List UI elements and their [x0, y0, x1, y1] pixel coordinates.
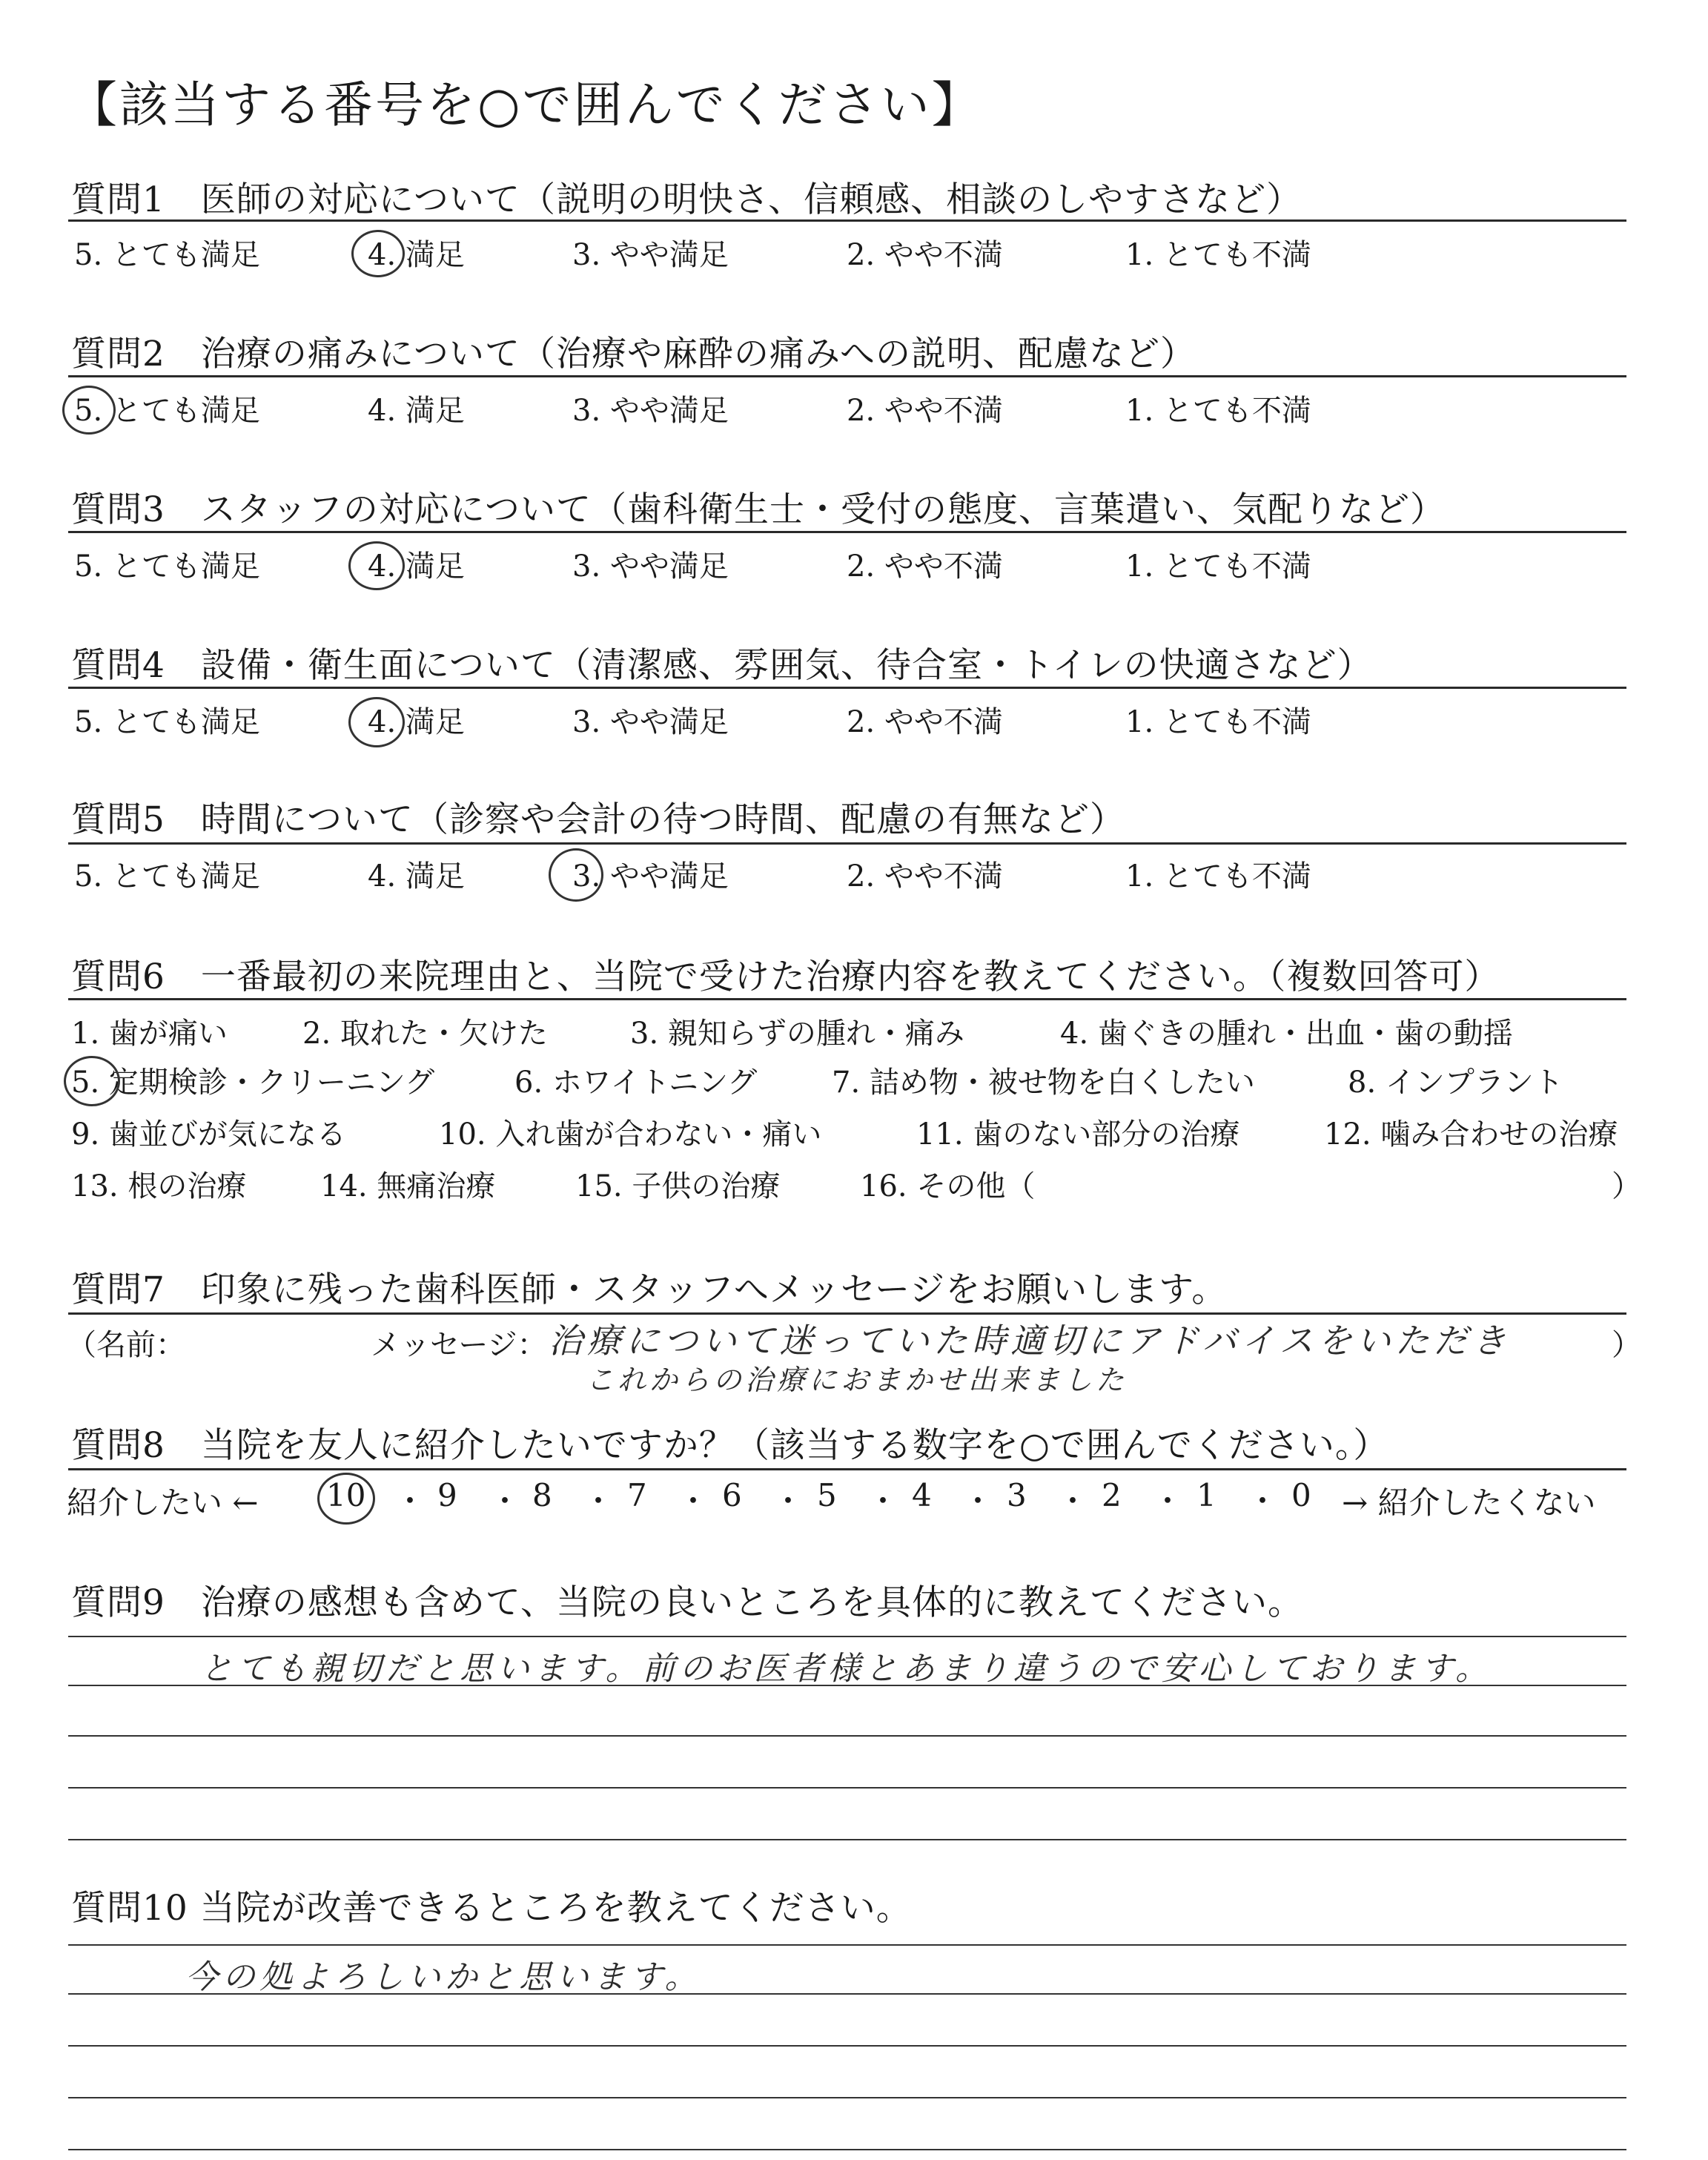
handwritten-answer-q10: 今の処よろしいかと思います。 — [185, 1958, 702, 1996]
selection-circle — [348, 697, 405, 747]
name-label: （名前： — [67, 1328, 185, 1362]
selection-circle — [549, 848, 603, 902]
q3-option-3[interactable]: 3. やや満足 — [572, 549, 729, 584]
scale-dot: ・ — [394, 1483, 426, 1519]
recommend-right-label: → 紹介したくない — [1342, 1484, 1596, 1521]
q6-option-8[interactable]: 8. インプラント — [1348, 1066, 1563, 1100]
q6-option-7[interactable]: 7. 詰め物・被せ物を白くしたい — [832, 1066, 1255, 1100]
q4-option-4[interactable]: 4. 満足 — [368, 705, 465, 739]
q6-option-14[interactable]: 14. 無痛治療 — [320, 1169, 496, 1203]
handwritten-message-line-2: これからの治療におまかせ出来ました — [586, 1364, 1128, 1396]
question-9-heading: 質問9 治療の感想も含めて、当院の良いところを具体的に教えてください。 — [71, 1582, 1303, 1623]
scale-value-6[interactable]: 6 — [722, 1477, 742, 1513]
q5-option-4[interactable]: 4. 満足 — [368, 859, 465, 894]
question-3-heading: 質問3 スタッフの対応について（歯科衛生士・受付の態度、言葉遣い、気配りなど） — [71, 489, 1446, 530]
scale-dot: ・ — [678, 1483, 709, 1519]
q2-option-2[interactable]: 2. やや不満 — [847, 394, 1003, 428]
writing-line — [68, 1735, 1626, 1737]
close-paren: ） — [1612, 1328, 1641, 1362]
writing-line — [68, 2149, 1626, 2150]
scale-value-10[interactable]: 10 — [326, 1477, 366, 1513]
scale-dot: ・ — [867, 1483, 899, 1519]
handwritten-answer-q9: とても親切だと思います。前のお医者様とあまり違うので安心しております。 — [200, 1650, 1492, 1688]
q5-option-5[interactable]: 5. とても満足 — [74, 859, 260, 894]
q2-option-1[interactable]: 1. とても不満 — [1125, 394, 1311, 428]
q4-option-2[interactable]: 2. やや不満 — [847, 705, 1003, 739]
writing-line — [68, 2045, 1626, 2047]
divider — [68, 1468, 1626, 1470]
close-paren: ） — [1612, 1169, 1641, 1203]
scale-value-1[interactable]: 1 — [1196, 1477, 1217, 1513]
q3-option-2[interactable]: 2. やや不満 — [847, 549, 1003, 584]
scale-value-2[interactable]: 2 — [1102, 1477, 1122, 1513]
q6-option-3[interactable]: 3. 親知らずの腫れ・痛み — [630, 1017, 964, 1051]
selection-circle — [348, 541, 405, 590]
question-2-heading: 質問2 治療の痛みについて（治療や麻酔の痛みへの説明、配慮など） — [71, 334, 1196, 374]
scale-value-8[interactable]: 8 — [532, 1477, 552, 1513]
q1-option-4[interactable]: 4. 満足 — [368, 238, 465, 272]
q6-option-16[interactable]: 16. その他（ — [860, 1169, 1036, 1203]
writing-line — [68, 1636, 1626, 1637]
q3-option-1[interactable]: 1. とても不満 — [1125, 549, 1311, 584]
q5-option-1[interactable]: 1. とても不満 — [1125, 859, 1311, 894]
q1-option-1[interactable]: 1. とても不満 — [1125, 238, 1311, 272]
scale-value-0[interactable]: 0 — [1291, 1477, 1311, 1513]
q4-option-5[interactable]: 5. とても満足 — [74, 705, 260, 739]
selection-circle — [317, 1473, 375, 1525]
q6-option-13[interactable]: 13. 根の治療 — [71, 1169, 247, 1203]
question-10-heading: 質問10 当院が改善できるところを教えてください。 — [71, 1888, 912, 1929]
divider — [68, 842, 1626, 845]
q3-option-4[interactable]: 4. 満足 — [368, 549, 465, 584]
scale-dot: ・ — [772, 1483, 804, 1519]
selection-circle — [64, 1056, 120, 1106]
writing-line — [68, 1839, 1626, 1840]
q6-option-5[interactable]: 5. 定期検診・クリーニング — [71, 1066, 435, 1100]
q5-option-3[interactable]: 3. やや満足 — [572, 859, 729, 894]
selection-circle — [351, 230, 405, 277]
scale-value-9[interactable]: 9 — [437, 1477, 457, 1513]
q1-option-2[interactable]: 2. やや不満 — [847, 238, 1003, 272]
q6-option-9[interactable]: 9. 歯並びが気になる — [71, 1117, 346, 1152]
q6-option-1[interactable]: 1. 歯が痛い — [71, 1017, 228, 1051]
scale-dot: ・ — [583, 1483, 615, 1519]
question-8-heading: 質問8 当院を友人に紹介したいですか？（該当する数字を○で囲んでください。） — [71, 1425, 1389, 1466]
scale-value-3[interactable]: 3 — [1007, 1477, 1027, 1513]
handwritten-message-line-1: 治療について迷っていた時適切にアドバイスをいただき — [549, 1321, 1511, 1361]
page-title: 【該当する番号を○で囲んでください】 — [68, 76, 983, 133]
scale-value-5[interactable]: 5 — [817, 1477, 837, 1513]
q6-option-2[interactable]: 2. 取れた・欠けた — [302, 1017, 548, 1051]
scale-dot: ・ — [962, 1483, 994, 1519]
writing-line — [68, 1944, 1626, 1946]
q6-option-10[interactable]: 10. 入れ歯が合わない・痛い — [439, 1117, 822, 1152]
q4-option-1[interactable]: 1. とても不満 — [1125, 705, 1311, 739]
question-5-heading: 質問5 時間について（診察や会計の待つ時間、配慮の有無など） — [71, 799, 1125, 840]
q6-option-11[interactable]: 11. 歯のない部分の治療 — [916, 1117, 1240, 1152]
question-6-heading: 質問6 一番最初の来院理由と、当院で受けた治療内容を教えてください。（複数回答可） — [71, 957, 1500, 997]
scale-value-7[interactable]: 7 — [627, 1477, 647, 1513]
q6-option-15[interactable]: 15. 子供の治療 — [575, 1169, 781, 1203]
scale-dot: ・ — [489, 1483, 521, 1519]
scale-dot: ・ — [1247, 1483, 1279, 1519]
scale-dot: ・ — [1152, 1483, 1184, 1519]
q6-option-6[interactable]: 6. ホワイトニング — [514, 1066, 758, 1100]
recommend-left-label: 紹介したい ← — [67, 1484, 259, 1521]
divider — [68, 219, 1626, 222]
q2-option-5[interactable]: 5. とても満足 — [74, 394, 260, 428]
q2-option-3[interactable]: 3. やや満足 — [572, 394, 729, 428]
writing-line — [68, 1787, 1626, 1789]
question-7-heading: 質問7 印象に残った歯科医師・スタッフへメッセージをお願いします。 — [71, 1269, 1228, 1310]
q6-option-12[interactable]: 12. 噛み合わせの治療 — [1324, 1117, 1618, 1152]
q3-option-5[interactable]: 5. とても満足 — [74, 549, 260, 584]
question-4-heading: 質問4 設備・衛生面について（清潔感、雰囲気、待合室・トイレの快適さなど） — [71, 645, 1373, 686]
q5-option-2[interactable]: 2. やや不満 — [847, 859, 1003, 894]
message-label: メッセージ： — [371, 1328, 547, 1362]
q1-option-3[interactable]: 3. やや満足 — [572, 238, 729, 272]
q2-option-4[interactable]: 4. 満足 — [368, 394, 465, 428]
writing-line — [68, 2097, 1626, 2098]
q6-option-4[interactable]: 4. 歯ぐきの腫れ・出血・歯の動揺 — [1060, 1017, 1513, 1051]
q4-option-3[interactable]: 3. やや満足 — [572, 705, 729, 739]
divider — [68, 687, 1626, 689]
selection-circle — [62, 386, 116, 435]
scale-value-4[interactable]: 4 — [912, 1477, 932, 1513]
divider — [68, 531, 1626, 533]
divider — [68, 375, 1626, 377]
q1-option-5[interactable]: 5. とても満足 — [74, 238, 260, 272]
divider — [68, 998, 1626, 1000]
scale-dot: ・ — [1057, 1483, 1089, 1519]
question-1-heading: 質問1 医師の対応について（説明の明快さ、信頼感、相談のしやすさなど） — [71, 179, 1302, 220]
